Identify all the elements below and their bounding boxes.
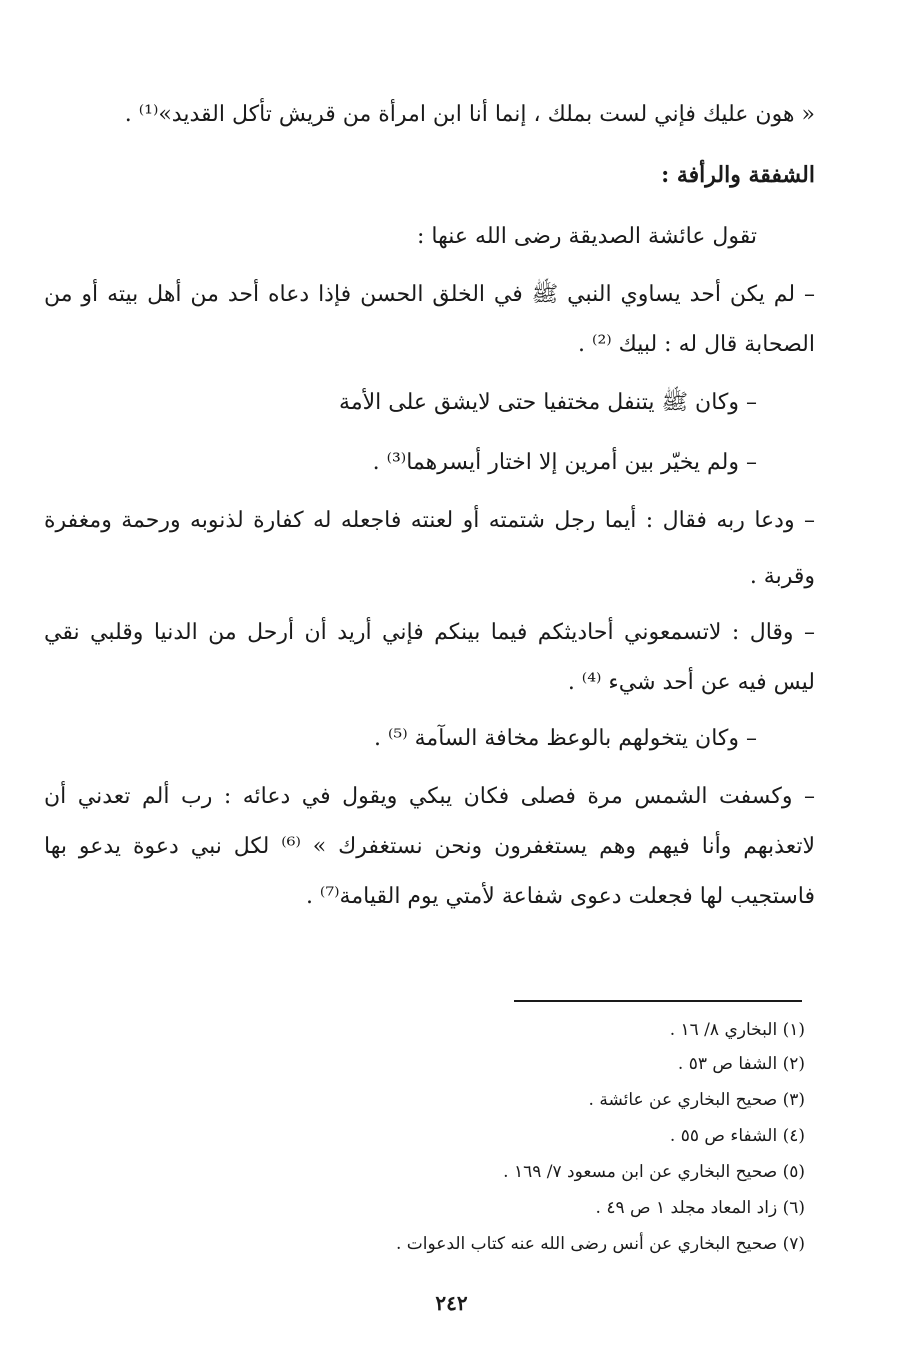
paragraph-line: – ولم يخيّر بين أمرين إلا اختار أيسرهما⁽³⁾ . [372, 450, 757, 475]
paragraph-line: وقربة . [749, 564, 815, 589]
paragraph-line: الصحابة قال له : لبيك ⁽²⁾ . [578, 332, 815, 357]
paragraph-line: – ودعا ربه فقال : أيما رجل شتمته أو لعنته فاجعله له كفارة لذنوبه ورحمة ومغفرة [44, 508, 815, 533]
section-heading: الشفقة والرأفة : [661, 162, 815, 188]
footnote-divider [514, 1000, 802, 1002]
footnote: (١) البخاري ٨/ ١٦ . [669, 1020, 805, 1040]
page-number: ٢٤٢ [435, 1291, 468, 1315]
paragraph-line: – لم يكن أحد يساوي النبي ﷺ في الخلق الحسن فإذا دعاه أحد من أهل بيته أو من [44, 282, 815, 307]
paragraph-line: – وقال : لاتسمعوني أحاديثكم فيما بينكم فإني أريد أن أرحل من الدنيا وقلبي نقي [44, 620, 815, 645]
intro-line: تقول عائشة الصديقة رضى الله عنها : [417, 224, 757, 249]
paragraph-line: لاتعذبهم وأنا فيهم وهم يستغفرون ونحن نستغفرك » ⁽⁶⁾ لكل نبي دعوة يدعو بها [44, 834, 815, 859]
paragraph-line: – وكسفت الشمس مرة فصلى فكان يبكي ويقول في دعائه : رب ألم تعدني أن [44, 784, 815, 809]
footnote: (٦) زاد المعاد مجلد ١ ص ٤٩ . [595, 1198, 805, 1218]
footnote: (٥) صحيح البخاري عن ابن مسعود ٧/ ١٦٩ . [503, 1162, 805, 1182]
paragraph-line: ليس فيه عن أحد شيء ⁽⁴⁾ . [567, 670, 815, 695]
quote-line: « هون عليك فإني لست بملك ، إنما أنا ابن امرأة من قريش تأكل القديد»⁽¹⁾ . [124, 102, 815, 127]
paragraph-line: – وكان ﷺ يتنفل مختفيا حتى لايشق على الأمة [339, 390, 757, 415]
paragraph-line: فاستجيب لها فجعلت دعوى شفاعة لأمتي يوم القيامة⁽⁷⁾ . [305, 884, 815, 909]
paragraph-line: – وكان يتخولهم بالوعظ مخافة السآمة ⁽⁵⁾ . [374, 726, 757, 751]
footnote: (٣) صحيح البخاري عن عائشة . [588, 1090, 805, 1110]
footnote: (٧) صحيح البخاري عن أنس رضى الله عنه كتاب الدعوات . [395, 1234, 805, 1254]
footnote: (٤) الشفاء ص ٥٥ . [669, 1126, 805, 1146]
footnote: (٢) الشفا ص ٥٣ . [677, 1054, 805, 1074]
